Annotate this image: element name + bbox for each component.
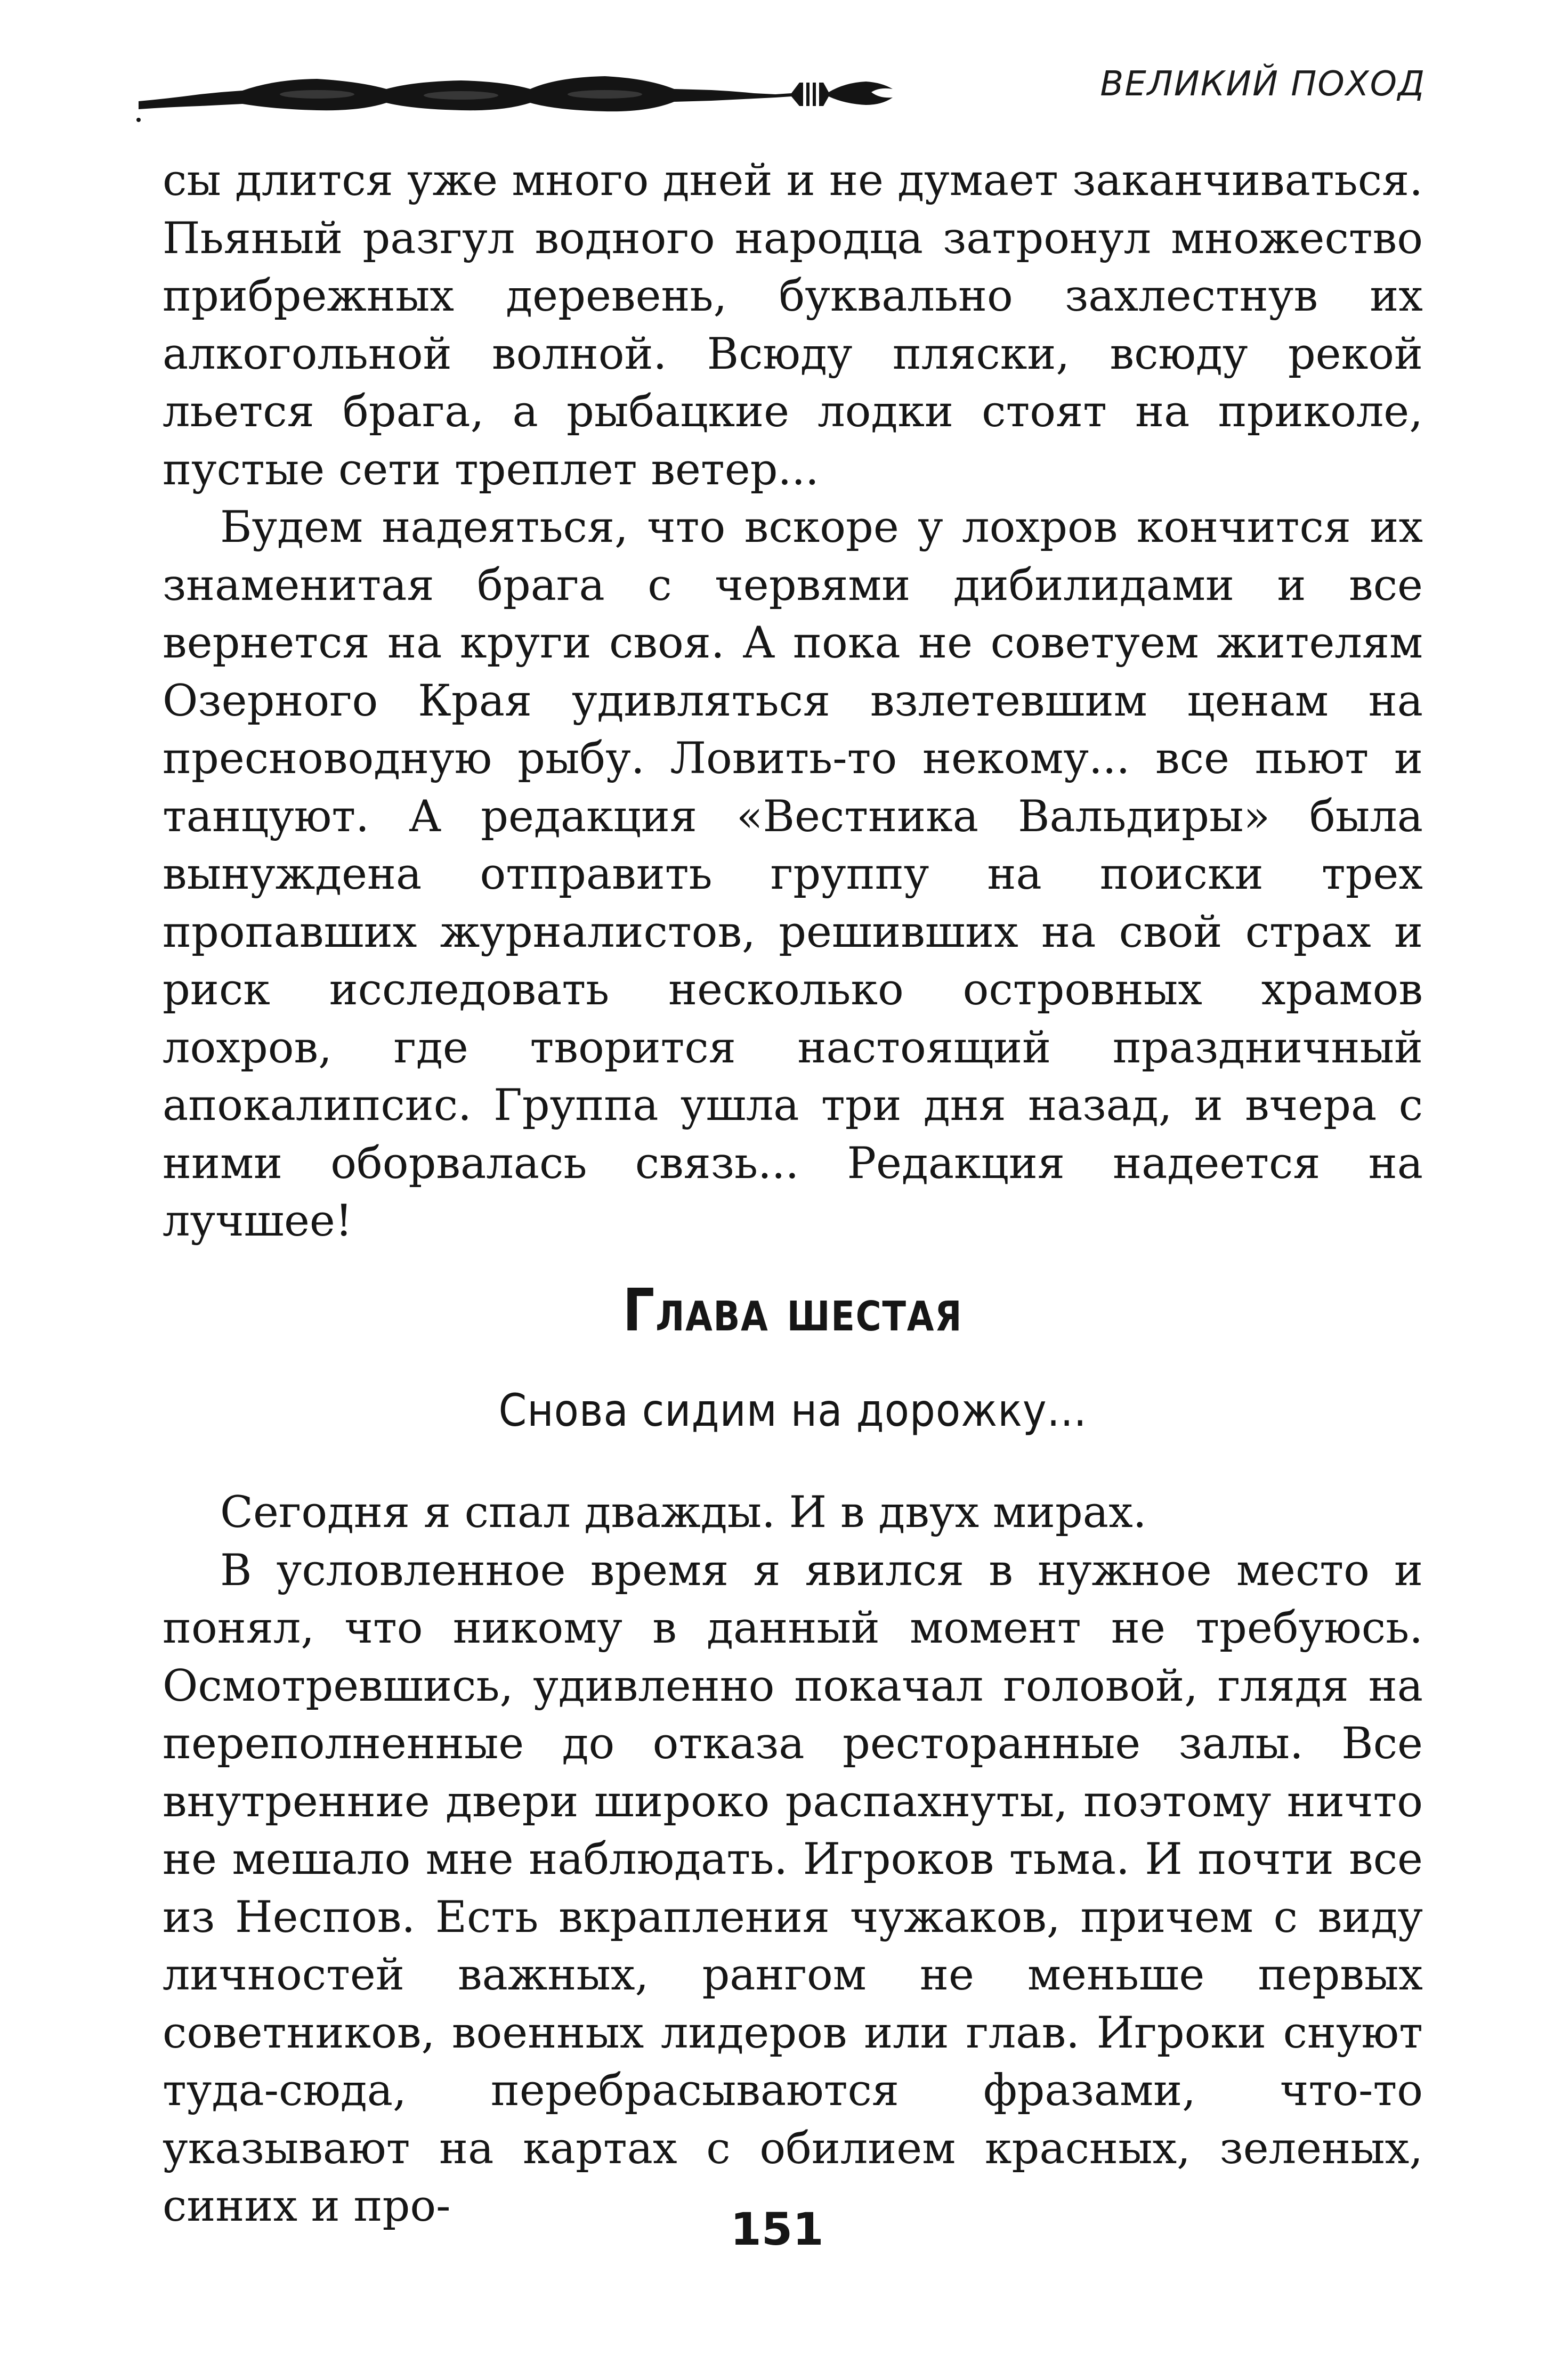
- paragraph: Сегодня я спал дважды. И в двух мирах.: [220, 1488, 1147, 1538]
- paragraph: Будем надеяться, что вскоре у лохров кончится их знаменитая брага с червями дибилидами и все вернется на круги своя. А пока не советуем жителям Озерного Края удивляться взлетевшим ценам на пресноводную рыбу. Ловить-то некому... все пьют и танцуют. А редакция «Вестника Вальдиры» была вынуждена отправить группу на поиски трех пропавших журналистов, решивших на свой страх и риск исследовать несколько островных храмов лохров, где творится настоящий праздничный апокалипсис. Группа ушла три дня назад, и вчера с ними оборвалась связь... Редакция надеется на лучшее!: [163, 502, 1423, 1246]
- page-header: [136, 51, 1426, 131]
- quill-pen-ornament-icon: [136, 61, 909, 125]
- page-number: 151: [730, 2203, 824, 2255]
- paragraph: сы длится уже много дней и не думает заканчиваться. Пьяный разгул водного народца затронул множество прибрежных деревень, буквально захлестнув их алкогольной волной. Всюду пляски, всюду рекой льется брага, а рыбацкие лодки стоят на приколе, пустые сети треплет ветер...: [163, 156, 1423, 495]
- chapter-subtitle: Снова сидим на дорожку...: [498, 1384, 1087, 1436]
- running-title: ВЕЛИКИЙ ПОХОД: [1100, 64, 1426, 104]
- paragraph: В условленное время я явился в нужное место и понял, что никому в данный момент не требуюсь. Осмотревшись, удивленно покачал головой, глядя на переполненные до отказа ресторанные залы. Все внутренние двери широко распахнуты, поэтому ничто не мешало мне наблюдать. Игроков тьма. И почти все из Неспов. Есть вкрапления чужаков, причем с виду личностей важных, рангом не меньше первых советников, военных лидеров или глав. Игроки снуют туда-сюда, перебрасываются фразами, что-то указывают на картах с обилием красных, зеленых, синих и про-: [163, 1545, 1423, 2231]
- chapter-title: Глава шестая: [622, 1276, 963, 1344]
- text-section-news: [163, 152, 1423, 1250]
- text-section-chapter: [163, 1484, 1423, 2236]
